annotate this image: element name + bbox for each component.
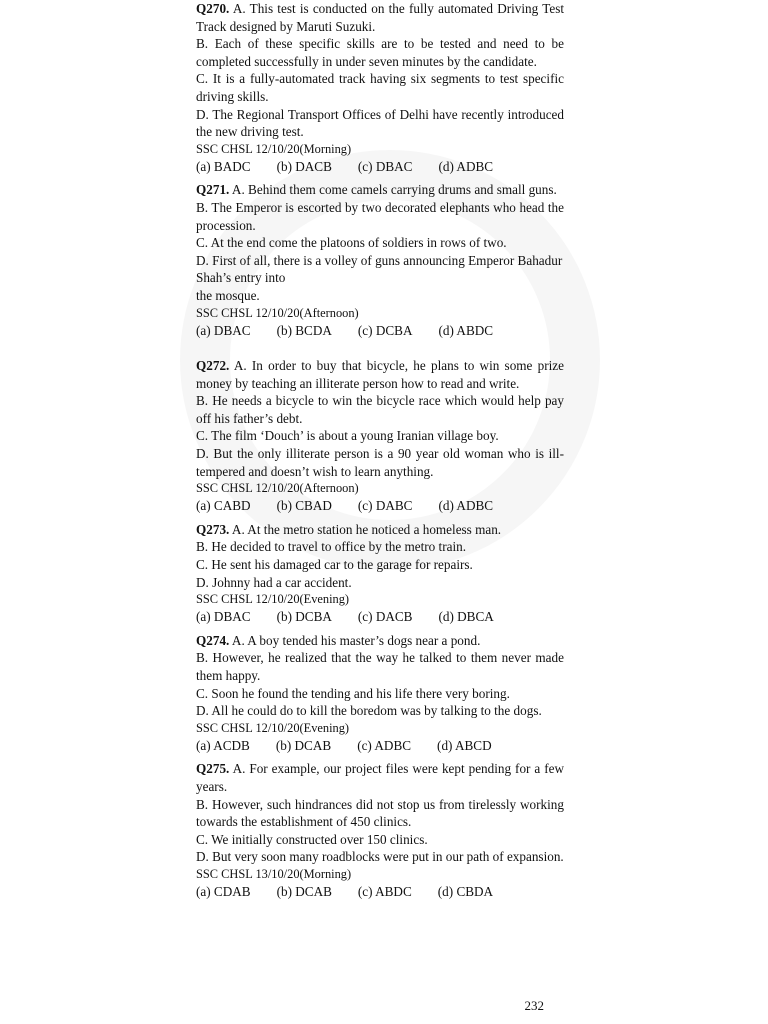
exam-source: SSC CHSL 12/10/20(Evening) (196, 720, 350, 735)
option-b: (b) DACB (276, 158, 332, 174)
exam-source: SSC CHSL 12/10/20(Afternoon) (196, 305, 359, 320)
page-number: 232 (524, 998, 544, 1013)
answer-options (196, 608, 564, 626)
question-page (196, 0, 564, 901)
option-b: (b) DCBA (276, 609, 332, 625)
statement-d: D. The Regional Transport Offices of Delhi have recently introduced the new driving test. (196, 106, 564, 140)
statement-c: C. At the end come the platoons of soldiers in rows of two. (196, 235, 507, 251)
answer-options (196, 497, 564, 515)
statement-c: C. We initially constructed over 150 clinics. (196, 831, 428, 847)
option-d: (d) ABCD (437, 737, 492, 753)
statement-d: D. Johnny had a car accident. (196, 574, 352, 590)
option-d: (d) ABDC (438, 322, 494, 338)
exam-source: SSC CHSL 12/10/20(Morning) (196, 141, 352, 156)
statement-b: B. However, such hindrances did not stop us from tirelessly working towards the establishment of 450 clinics. (196, 796, 564, 830)
question-number: Q273. (196, 521, 230, 537)
statement-d: D. But the only illiterate person is a 90 year old woman who is ill-tempered and doesn’t wish to learn anything. (196, 446, 564, 479)
option-d: (d) ADBC (438, 158, 494, 174)
question-number: Q274. (196, 632, 230, 648)
option-a: (a) DBAC (196, 609, 251, 625)
option-d: (d) ADBC (438, 498, 494, 514)
answer-options (196, 322, 564, 340)
option-a: (a) ACDB (196, 737, 250, 753)
question-number: Q272. (196, 358, 230, 374)
question-block-273 (196, 521, 564, 626)
statement-b: B. Each of these specific skills are to be tested and need to be completed successfully in under seven minutes by the candidate. (196, 36, 564, 69)
statement-a: A. A boy tended his master’s dogs near a pond. (231, 632, 481, 648)
question-number: Q270. (196, 1, 230, 16)
option-b: (b) DCAB (275, 737, 332, 753)
question-block-272 (196, 357, 564, 515)
option-b: (b) DCAB (276, 883, 332, 899)
option-c: (c) DBAC (357, 158, 413, 174)
option-c: (c) DACB (357, 609, 413, 625)
statement-a: A. Behind them come camels carrying drums and small guns. (231, 182, 557, 198)
question-block-271 (196, 181, 564, 339)
answer-options (196, 883, 564, 901)
statement-a: A. At the metro station he noticed a homeless man. (231, 521, 502, 537)
statement-b: B. However, he realized that the way he talked to them never made them happy. (196, 650, 564, 683)
question-block-274 (196, 632, 564, 755)
question-number: Q275. (196, 761, 230, 777)
option-a: (a) CDAB (196, 883, 251, 899)
option-d: (d) CBDA (437, 883, 494, 899)
statement-c: C. It is a fully-automated track having six segments to test specific driving skills. (196, 71, 564, 104)
statement-b: B. He decided to travel to office by the metro train. (196, 539, 467, 555)
statement-c: C. He sent his damaged car to the garage for repairs. (196, 557, 473, 573)
answer-options (196, 158, 564, 176)
exam-source: SSC CHSL 12/10/20(Afternoon) (196, 481, 359, 496)
option-d: (d) DBCA (438, 609, 494, 625)
statement-d: D. But very soon many roadblocks were put in our path of expansion. (196, 849, 564, 865)
option-a: (a) BADC (196, 158, 251, 174)
exam-source: SSC CHSL 13/10/20(Morning) (196, 866, 352, 881)
option-c: (c) ADBC (357, 737, 412, 753)
answer-options (196, 737, 564, 755)
option-c: (c) DCBA (357, 322, 413, 338)
statement-a: A. For example, our project files were kept pending for a few years. (196, 761, 564, 794)
option-b: (b) BCDA (276, 322, 332, 338)
statement-c: C. Soon he found the tending and his life there very boring. (196, 685, 510, 701)
statement-b: B. He needs a bicycle to win the bicycle race which would help pay off his father’s debt. (196, 393, 564, 426)
option-a: (a) CABD (196, 498, 251, 514)
statement-d: D. All he could do to kill the boredom was by talking to the dogs. (196, 703, 542, 719)
option-c: (c) ABDC (357, 883, 412, 899)
question-block-270 (196, 0, 564, 175)
statement-d-continued: the mosque. (196, 287, 260, 303)
option-c: (c) DABC (357, 498, 413, 514)
question-block-275 (196, 760, 564, 900)
statement-b: B. The Emperor is escorted by two decorated elephants who head the procession. (196, 199, 564, 233)
exam-source: SSC CHSL 12/10/20(Evening) (196, 592, 350, 607)
statement-a: A. This test is conducted on the fully automated Driving Test Track designed by Maruti Suzuki. (196, 1, 565, 34)
option-b: (b) CBAD (276, 498, 332, 514)
statement-a: A. In order to buy that bicycle, he plans to win some prize money by teaching an illiterate person how to read and write. (196, 358, 564, 391)
statement-c: C. The film ‘Douch’ is about a young Iranian village boy. (196, 428, 499, 444)
question-number: Q271. (196, 182, 230, 198)
option-a: (a) DBAC (196, 322, 251, 338)
statement-d: D. First of all, there is a volley of guns announcing Emperor Bahadur Shah’s entry into (196, 252, 563, 286)
